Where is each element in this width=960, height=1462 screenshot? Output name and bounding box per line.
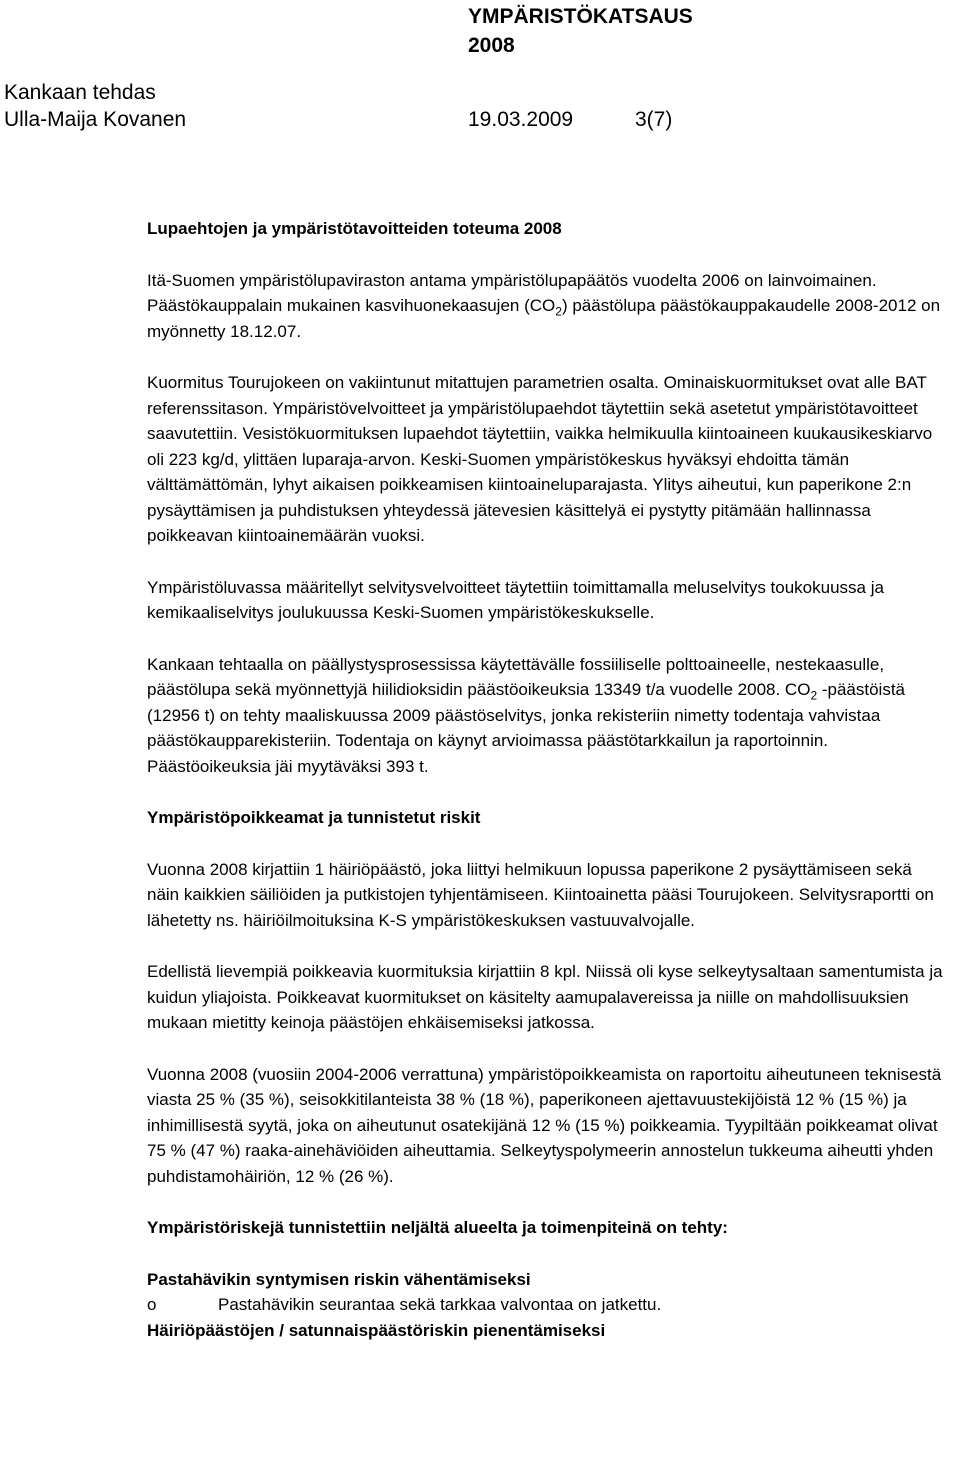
page-number: 3(7) [635, 108, 673, 131]
text-run: -päästöistä (12956 t) on tehty maaliskuussa 2009 päästöselvitys, jonka rekisteriin nimetty todentaja vahvistaa päästökaupparekisteriin. Todentaja on käynyt arvioimassa päästötarkkailun ja raportoinnin. Päästöoikeuksia jäi myytäväksi 393 t. [147, 680, 906, 776]
bullet-list [147, 1292, 947, 1318]
section-heading-permits: Lupaehtojen ja ympäristötavoitteiden toteuma 2008 [147, 219, 562, 238]
paragraph-load: Kuormitus Tourujokeen on vakiintunut mitattujen parametrien osalta. Ominaiskuormitukset ovat alle BAT referenssitason. Ympäristövelvoitteet ja ympäristölupaehdot täytettiin sekä asetetut ympäristötavoitteet saavutettiin. Vesistökuormituksen lupaehdot täytettiin, vaikka helmikuulla kiintoaineen kuukausikeskiarvo oli 223 kg/d, ylittäen luparaja-arvon. Keski-Suomen ympäristökeskus hyväksyi ehdoitta tämän välttämättömän, lyhyt aikaisen poikkeamisen kiintoaineluparajasta. Ylitys aiheutui, kun paperikone 2:n pysäyttämisen ja puhdistuksen yhteydessä jätevesien käsittelyä ei pystytty pitämään hallinnassa poikkeavan kiintoainemäärän vuoksi. [147, 373, 933, 545]
text-run: Kankaan tehtaalla on päällystysprosessissa käytettävälle fossiiliselle polttoaineelle, nestekaasulle, päästölupa sekä myönnettyjä hiilidioksidin päästöoikeuksia 13349 t/a vuodelle 2008. CO [147, 654, 885, 699]
paragraph-minor-deviations: Edellistä lievempiä poikkeavia kuormituksia kirjattiin 8 kpl. Niissä oli kyse selkeytysaltaan samentumista ja kuidun yliajoista. Poikkeavat kuormitukset on käsitelty aamupalavereissa ja niille on mahdollisuuksien mukaan mietitty keinoja päästöjen ehkäisemiseksi jatkossa. [147, 962, 943, 1032]
document-date: 19.03.2009 [468, 108, 574, 131]
subheading-paste-loss: Pastahävikin syntymisen riskin vähentämiseksi [147, 1269, 531, 1289]
list-item [147, 1292, 947, 1318]
risks-heading: Ympäristöriskejä tunnistettiin neljältä alueelta ja toimenpiteinä on tehty: [147, 1218, 728, 1237]
paragraph-deviation-causes: Vuonna 2008 (vuosiin 2004-2006 verrattuna) ympäristöpoikkeamista on raportoitu aiheutuneen teknisestä viasta 25 % (35 %), seisokkitilanteista 38 % (18 %), paperikoneen ajettavuustekijöistä 12 % (15 %) ja inhimillisestä syytä, joka on aiheutunut osatekijänä 12 % (15 %) poikkeamia. Tyypiltään poikkeamat olivat 75 % (47 %) raaka-ainehäviöiden aiheuttamia. Selkeytyspolymeerin annostelun tukkeuma aiheutti yhden puhdistamohäiriön, 12 % (26 %). [147, 1064, 942, 1186]
document-body [147, 216, 947, 1343]
paragraph-obligations: Ympäristöluvassa määritellyt selvitysvelvoitteet täytettiin toimittamalla meluselvitys toukokuussa ja kemikaaliselvitys joulukuussa Keski-Suomen ympäristökeskukselle. [147, 577, 884, 622]
header-row [4, 106, 724, 136]
company-name: Kankaan tehdas [4, 81, 156, 104]
paragraph-incident: Vuonna 2008 kirjattiin 1 häiriöpäästö, joka liittyi helmikuun lopussa paperikone 2 pysäyttämiseen sekä näin kaikkien säiliöiden ja putkistojen tyhjentämiseen. Kiintoainetta pääsi Tourujokeen. Selvitysraportti on lähetetty ns. häiriöilmoituksina K-S ympäristökeskuksen vastuuvalvojalle. [147, 859, 934, 930]
paragraph-emissions-trading [147, 652, 947, 780]
report-title [468, 2, 693, 60]
subscript: 2 [810, 688, 818, 703]
subheading-accidental-emissions: Häiriöpäästöjen / satunnaispäästöriskin pienentämiseksi [147, 1320, 606, 1340]
bullet-marker: o [147, 1295, 157, 1314]
paragraph-permit-decision [147, 268, 947, 345]
report-title-line2: 2008 [468, 34, 515, 57]
list-item-text: Pastahävikin seurantaa sekä tarkkaa valvontaa on jatkettu. [218, 1295, 662, 1314]
text-run: ) päästölupa päästökauppakaudelle 2008-2012 on myönnetty 18.12.07. [147, 296, 941, 341]
subscript: 2 [555, 304, 562, 319]
author-name: Ulla-Maija Kovanen [4, 108, 187, 131]
text-run: Itä-Suomen ympäristölupaviraston antama ympäristölupapäätös vuodelta 2006 on lainvoimainen. Päästökauppalain mukainen kasvihuonekaasujen (CO [147, 270, 877, 315]
report-title-line1: YMPÄRISTÖKATSAUS [468, 5, 693, 28]
section-heading-deviations: Ympäristöpoikkeamat ja tunnistetut riskit [147, 808, 481, 827]
